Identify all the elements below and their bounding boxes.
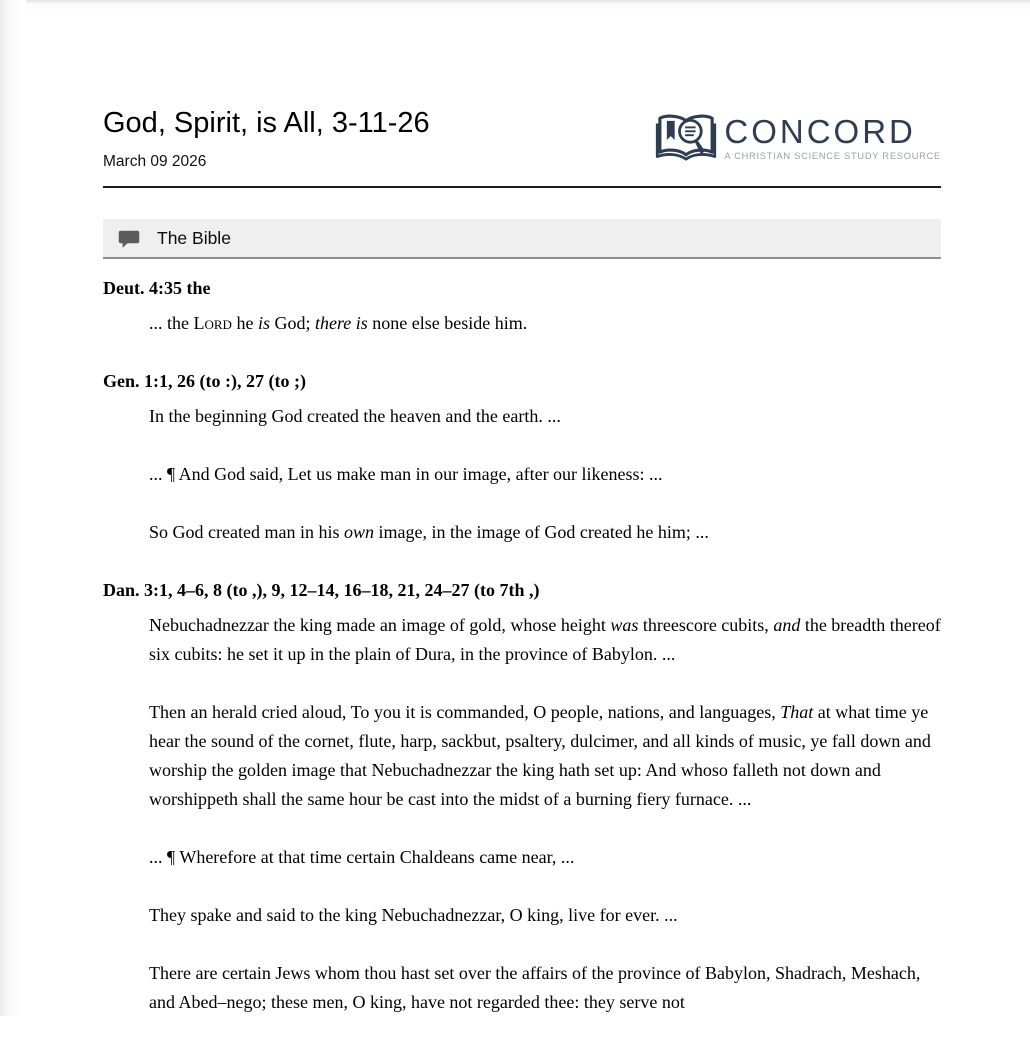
page-title: God, Spirit, is All, 3-11-26	[103, 107, 430, 139]
citation-paragraph: Nebuchadnezzar the king made an image of gold, whose height was threescore cubits, and the breadth thereof six cubits: he set it up in the plain of Dura, in the province of Babylon. ...	[149, 615, 941, 665]
citation-reference: Dan. 3:1, 4–6, 8 (to ,), 9, 12–14, 16–18, 21, 24–27 (to 7th ,)	[103, 580, 540, 601]
section-banner-the-bible	[103, 219, 941, 259]
page-top-edge	[0, 0, 1030, 16]
section-label: The Bible	[157, 227, 231, 248]
citation	[103, 274, 941, 338]
logo-wordmark: CONCORD	[724, 113, 916, 150]
citation-paragraph: They spake and said to the king Nebuchadnezzar, O king, live for ever. ...	[149, 905, 678, 926]
document-header	[103, 0, 941, 188]
page-left-edge	[0, 0, 26, 1016]
document-page	[103, 0, 941, 1046]
logo-text	[724, 113, 941, 161]
citation-reference: Gen. 1:1, 26 (to :), 27 (to ;)	[103, 371, 306, 392]
citation-paragraph: ... ¶ Wherefore at that time certain Chaldeans came near, ...	[149, 847, 575, 868]
header-divider	[103, 186, 941, 188]
citation-paragraph: ... ¶ And God said, Let us make man in our image, after our likeness: ...	[149, 464, 663, 485]
speech-bubble-icon	[118, 230, 140, 249]
citation	[103, 576, 941, 1017]
citation	[103, 367, 941, 547]
lesson-date: March 09 2026	[103, 153, 207, 171]
citation-paragraph: So God created man in his own image, in the image of God created he him; ...	[149, 522, 709, 543]
citation-paragraph: ... the Lord he is God; there is none else beside him.	[149, 313, 528, 334]
citation-list	[103, 274, 941, 1017]
citation-paragraph: In the beginning God created the heaven and the earth. ...	[149, 406, 561, 427]
citation-reference: Deut. 4:35 the	[103, 278, 211, 299]
citation-paragraph: Then an herald cried aloud, To you it is commanded, O people, nations, and languages, That at what time ye hear the sound of the cornet, flute, harp, sackbut, psaltery, dulcimer, and all kinds of music, ye fall down and worship the golden image that Nebuchadnezzar the king hath set up: And whoso falleth not down and worshippeth shall the same hour be cast into the midst of a burning fiery furnace. ...	[149, 702, 931, 810]
logo-tagline: A CHRISTIAN SCIENCE STUDY RESOURCE	[724, 151, 941, 161]
concord-logo	[655, 113, 941, 167]
open-book-magnifier-icon	[655, 113, 717, 167]
citation-paragraph: There are certain Jews whom thou hast set over the affairs of the province of Babylon, Shadrach, Meshach, and Abed–nego; these men, O king, have not regarded thee: they serve not	[149, 963, 921, 1013]
